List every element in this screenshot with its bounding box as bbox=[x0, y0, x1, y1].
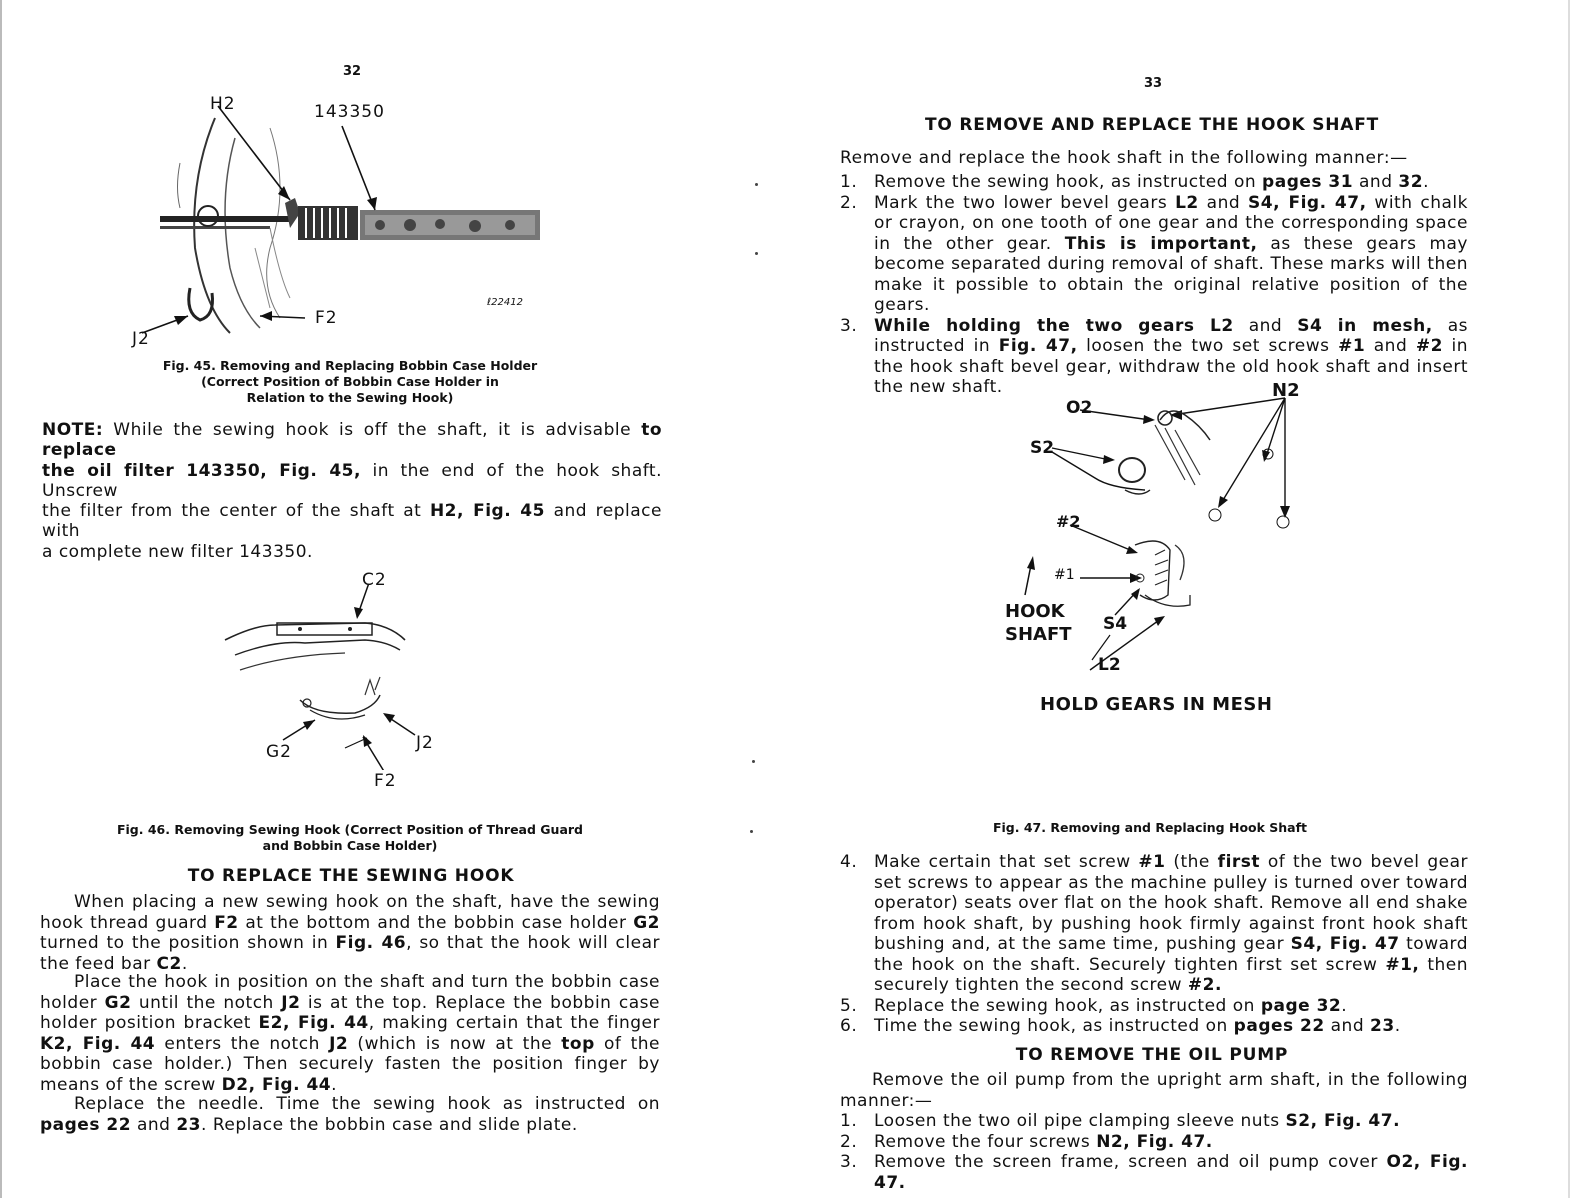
replace-paragraph-1: When placing a new sewing hook on the shaft, have the sewing hook thread guard F2 at the bottom and the bobbin case holder G2 turned to the position shown in Fig. 46, so that the hook will clear the feed bar C2. bbox=[40, 892, 660, 974]
step-3: 3. While holding the two gears L2 and S4 in mesh, as instructed in Fig. 47, loosen the two set screws #1 and #2 in the hook shaft bevel gear, withdraw the old hook shaft and insert the new shaft. bbox=[840, 315, 1468, 397]
replace-paragraph-2: Place the hook in position on the shaft and turn the bobbin case holder G2 until the notch J2 is at the top. Replace the bobbin case holder position bracket E2, Fig. 44, making certain that the finger K2, Fig. 44 enters the notch J2 (which is now at the top of the bobbin case holder.) Then securely fasten the position finger by means of the screw D2, Fig. 44. bbox=[40, 972, 661, 1095]
step-1: 1. Remove the sewing hook, as instructed on pages 31 and 32. bbox=[840, 172, 1429, 192]
right-page-edge bbox=[1568, 0, 1570, 1198]
hook-shaft-heading: TO REMOVE AND REPLACE THE HOOK SHAFT bbox=[924, 115, 1380, 135]
left-page-edge bbox=[0, 0, 2, 1198]
fig47-label-s4: S4 bbox=[1103, 614, 1128, 634]
gutter-mark bbox=[755, 252, 758, 255]
page-number-right: 33 bbox=[1144, 76, 1163, 91]
step-5: 5. Replace the sewing hook, as instructed on page 32. bbox=[840, 995, 1348, 1016]
fig47-caption: Fig. 47. Removing and Replacing Hook Shaft bbox=[992, 820, 1308, 835]
replace-hook-heading: TO REPLACE THE SEWING HOOK bbox=[187, 866, 515, 886]
replace-paragraph-3: Replace the needle. Time the sewing hook as instructed on pages 22 and 23. Replace the bobbin case and slide plate. bbox=[40, 1094, 660, 1135]
fig47-label-n2: N2 bbox=[1272, 380, 1300, 401]
fig47-label-mesh: HOLD GEARS IN MESH bbox=[1040, 694, 1273, 715]
oil-step-1: 1. Loosen the two oil pipe clamping sleeve nuts S2, Fig. 47. bbox=[840, 1111, 1401, 1131]
note-paragraph: NOTE: While the sewing hook is off the shaft, it is advisable to replace the oil filter 143350, Fig. 45, in the end of the hook shaft. Unscrew the filter from the center of the shaft at H2, Fig. 45 and replace with a complete new filter 143350. bbox=[42, 420, 662, 562]
gutter-mark bbox=[755, 183, 758, 186]
fig45-label-f2: F2 bbox=[315, 308, 338, 328]
oil-pump-steps bbox=[840, 1111, 1468, 1193]
fig45-code: ℓ22412 bbox=[487, 297, 523, 308]
fig46-illustration bbox=[215, 585, 435, 770]
step-6: 6. Time the sewing hook, as instructed on pages 22 and 23. bbox=[840, 1016, 1401, 1036]
fig45-illustration bbox=[120, 88, 560, 353]
fig45-label-h2: H2 bbox=[210, 94, 236, 114]
fig47-label-shaft: SHAFT bbox=[1005, 624, 1072, 645]
fig47-label-l2: L2 bbox=[1098, 655, 1121, 675]
gutter-mark bbox=[750, 830, 753, 833]
fig46-caption: Fig. 46. Removing Sewing Hook (Correct Position of Thread Guard and Bobbin Case Holder) bbox=[116, 822, 583, 853]
step-4: 4. Make certain that set screw #1 (the first of the two bevel gear set screws to appear as the machine pulley is turned over toward operator) seats over flat on the hook shaft. Remove all end shake from hook shaft, by pushing hook firmly against front hook shaft bushing and, at the same time, pushing gear S4, Fig. 47 toward the hook on the shaft. Securely tighten first set screw #1, then securely tighten the second screw #2. bbox=[840, 852, 1468, 995]
oil-pump-heading: TO REMOVE THE OIL PUMP bbox=[1015, 1045, 1289, 1065]
fig46-label-f2: F2 bbox=[374, 771, 397, 791]
fig47-label-o2: O2 bbox=[1066, 398, 1093, 418]
fig47-illustration bbox=[1000, 380, 1320, 695]
hook-shaft-steps-continued bbox=[840, 852, 1468, 1037]
hook-shaft-steps bbox=[840, 172, 1468, 398]
fig46-label-g2: G2 bbox=[266, 742, 292, 762]
oil-step-3: 3. Remove the screen frame, screen and oil pump cover O2, Fig. 47. bbox=[840, 1152, 1468, 1193]
fig47-label-screw1: #1 bbox=[1054, 567, 1075, 583]
oil-pump-intro: Remove the oil pump from the upright arm shaft, in the following manner:— bbox=[840, 1070, 1468, 1111]
fig45-label-j2: J2 bbox=[132, 329, 150, 349]
hook-shaft-intro: Remove and replace the hook shaft in the following manner:— bbox=[840, 148, 1408, 168]
oil-step-2: 2. Remove the four screws N2, Fig. 47. bbox=[840, 1131, 1213, 1152]
fig46-label-j2: J2 bbox=[416, 733, 434, 753]
fig46-label-c2: C2 bbox=[362, 570, 387, 590]
page-number-left: 32 bbox=[343, 64, 362, 79]
step-2: 2. Mark the two lower bevel gears L2 and S4, Fig. 47, with chalk or crayon, on one tooth of one gear and the corresponding space in the other gear. This is important, as these gears may become separated during removal of shaft. These marks will then make it possible to obtain the original relative position of the gears. bbox=[840, 192, 1468, 315]
fig47-label-screw2: #2 bbox=[1056, 512, 1081, 531]
fig47-label-s2: S2 bbox=[1030, 438, 1055, 458]
gutter-mark bbox=[752, 760, 755, 763]
fig45-caption: Fig. 45. Removing and Replacing Bobbin Case Holder (Correct Position of Bobbin Case Holder in Relation to the Sewing Hook) bbox=[162, 358, 538, 405]
fig45-label-filter: 143350 bbox=[314, 102, 385, 122]
fig47-label-hook: HOOK bbox=[1005, 601, 1065, 622]
